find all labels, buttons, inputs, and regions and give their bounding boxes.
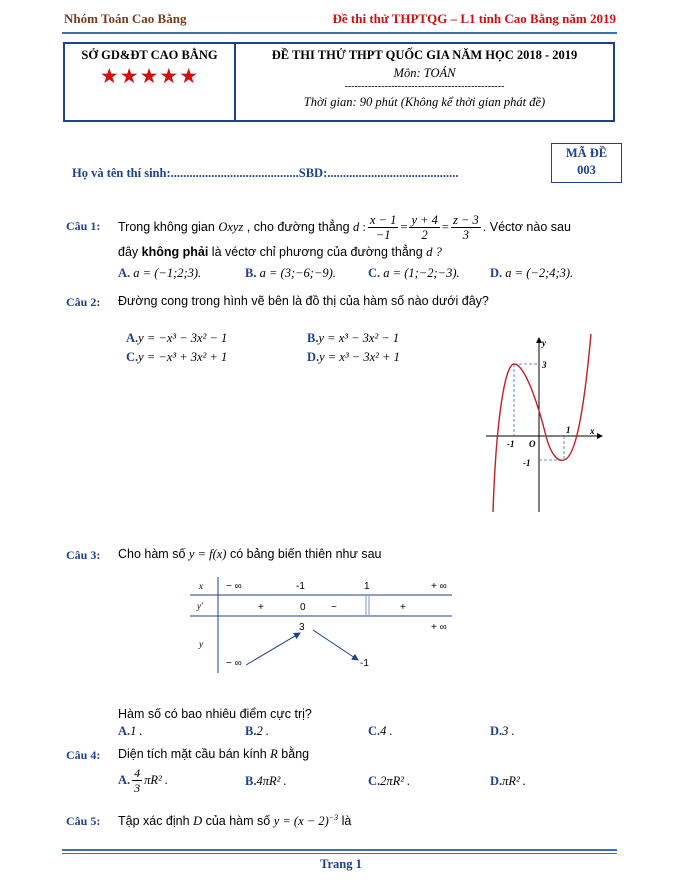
q3-option-c[interactable]: C.4 . xyxy=(368,724,393,738)
q4-option-d[interactable]: D.πR² . xyxy=(490,774,527,788)
exam-code-label: MÃ ĐỀ xyxy=(565,146,608,160)
q3-text: Cho hàm số y = f(x) có bảng biến thiên như sau xyxy=(118,547,382,561)
page-number: Trang 1 xyxy=(320,857,362,871)
exam-subject: Môn: TOÁN xyxy=(393,66,456,80)
q3-option-d[interactable]: D.3 . xyxy=(490,724,515,738)
q1-text-b: , cho đường thẳng xyxy=(246,220,350,234)
q1-frac-1: $\frac{x - 1}{-1}$ xyxy=(369,212,397,242)
vt-yprime: y′ xyxy=(197,601,203,611)
q1-d: d xyxy=(353,219,360,234)
exam-code-box xyxy=(551,143,622,183)
x-axis-label: x xyxy=(590,426,595,436)
q3-label: Câu 3: xyxy=(66,548,101,562)
q1-line1: Trong không gian Oxyz , cho đường thẳng d : $\frac{x - 1}{-1}$ = $\frac{y + 4}{2}$ = $\frac{z - 3}{3}$ . Véctơ nào sau xyxy=(118,212,571,242)
q1-option-c[interactable]: C. a = (1;−2;−3). xyxy=(368,266,460,280)
vt-x: x xyxy=(199,581,203,591)
vt-x-minus-inf: − ∞ xyxy=(226,581,242,592)
header-right: Đề thi thử THPTQG – L1 tỉnh Cao Bằng năm 2019 xyxy=(332,11,616,26)
header-left: Nhóm Toán Cao Bằng xyxy=(64,11,187,26)
vt-sign-plus-2: + xyxy=(400,602,406,613)
y-axis-label: y xyxy=(542,338,546,348)
q1-oxyz: Oxyz xyxy=(218,219,244,234)
footer-rule-1 xyxy=(62,849,617,851)
q1-label: Câu 1: xyxy=(66,219,101,233)
q1-text-a: Trong không gian xyxy=(118,220,215,234)
origin-label: O xyxy=(529,439,536,449)
vt-y-minus-inf: − ∞ xyxy=(226,658,242,669)
tick-3: 3 xyxy=(542,360,547,370)
q3-question: Hàm số có bao nhiêu điểm cực trị? xyxy=(118,707,312,721)
q5-label: Câu 5: xyxy=(66,814,101,828)
vt-x-minus1: -1 xyxy=(296,581,305,592)
q2-option-c[interactable]: C.y = −x³ + 3x² + 1 xyxy=(126,350,228,364)
exam-title: ĐỀ THI THỬ THPT QUỐC GIA NĂM HỌC 2018 - 2019 xyxy=(271,48,578,62)
cubic-graph xyxy=(480,330,610,520)
vt-x-plus-inf: + ∞ xyxy=(431,581,447,592)
q5-text: Tập xác định D của hàm số $y = (x - 2)^{-3}$ là xyxy=(118,813,352,829)
stars: ★★★★★ xyxy=(99,64,200,88)
q2-label: Câu 2: xyxy=(66,295,101,309)
q4-option-c[interactable]: C.2πR² . xyxy=(368,774,411,788)
q4-label: Câu 4: xyxy=(66,748,101,762)
candidate-line: Họ và tên thí sinh:.........................................SBD:.......................................... xyxy=(72,166,459,180)
q3-option-a[interactable]: A.1 . xyxy=(118,724,143,738)
q1-option-d[interactable]: D. a = (−2;4;3). xyxy=(490,266,574,280)
q2-option-b[interactable]: B.y = x³ − 3x² − 1 xyxy=(307,331,400,345)
vt-sign-minus: − xyxy=(331,602,337,613)
header-rule xyxy=(62,32,617,34)
vt-y-max: 3 xyxy=(299,622,305,633)
variation-table xyxy=(188,575,456,675)
exam-dashes: ------------------------------------------------ xyxy=(344,81,505,92)
vt-y: y xyxy=(199,639,203,649)
vt-zero: 0 xyxy=(300,602,306,613)
tick-minus1-x: -1 xyxy=(507,439,515,449)
tick-1: 1 xyxy=(566,425,571,435)
vt-sign-plus-1: + xyxy=(258,602,264,613)
vt-x-1: 1 xyxy=(364,581,370,592)
exam-title-box xyxy=(234,42,615,122)
exam-time: Thời gian: 90 phút (Không kể thời gian phát đề) xyxy=(303,95,546,109)
q2-option-d[interactable]: D.y = x³ − 3x² + 1 xyxy=(307,350,400,364)
q4-text: Diện tích mặt cầu bán kính R bằng xyxy=(118,747,310,761)
vt-y-plus-inf: + ∞ xyxy=(431,622,447,633)
q4-option-b[interactable]: B.4πR² . xyxy=(245,774,287,788)
footer-rule-2 xyxy=(62,853,617,854)
dept-name: SỞ GD&ĐT CAO BẰNG xyxy=(81,48,218,62)
q1-text-c: . Véctơ nào sau xyxy=(482,220,571,234)
q2-option-a[interactable]: A.y = −x³ − 3x² − 1 xyxy=(126,331,228,345)
q1-line2: đây không phải là véctơ chỉ phương của đường thẳng d ? xyxy=(118,245,442,259)
tick-minus1-y: -1 xyxy=(523,458,531,468)
q1-option-a[interactable]: A. a = (−1;2;3). xyxy=(118,266,202,280)
q1-frac-2: $\frac{y + 4}{2}$ xyxy=(411,212,438,242)
exam-code: 003 xyxy=(577,163,596,177)
q4-option-a[interactable]: A. $\frac{4}{3}$ πR² . xyxy=(118,766,169,795)
q1-frac-3: $\frac{z - 3}{3}$ xyxy=(452,212,479,242)
q2-text: Đường cong trong hình vẽ bên là đồ thị của hàm số nào dưới đây? xyxy=(118,294,489,308)
q1-emphasis: không phải xyxy=(141,245,209,259)
vt-y-min: -1 xyxy=(360,658,369,669)
q1-option-b[interactable]: B. a = (3;−6;−9). xyxy=(245,266,336,280)
dept-box xyxy=(63,42,236,122)
q3-option-b[interactable]: B.2 . xyxy=(245,724,269,738)
